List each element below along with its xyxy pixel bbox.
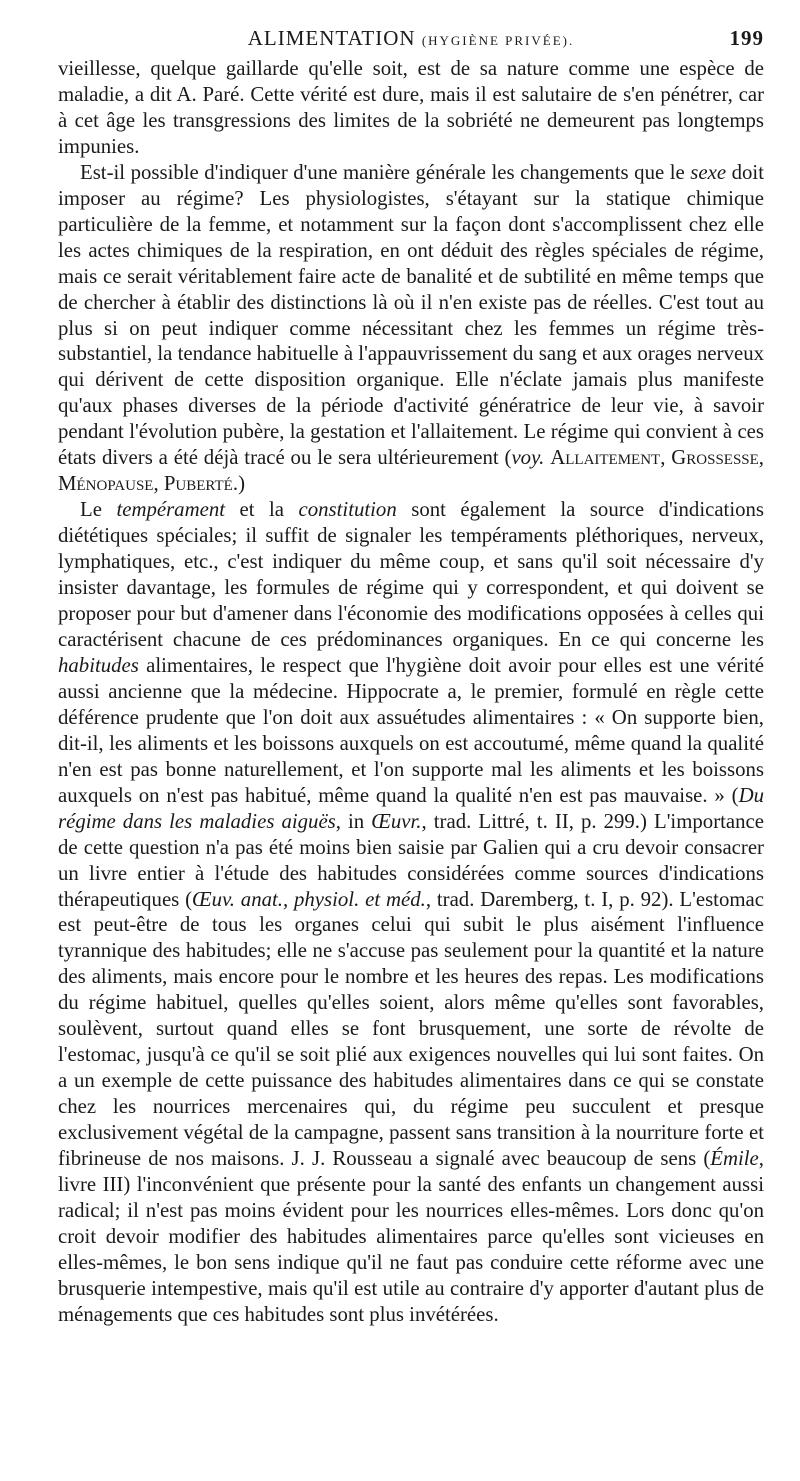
paragraph — [58, 160, 764, 497]
text-run: sont également la source d'indications diététiques spéciales; il suffit de signaler les tempéraments pléthoriques, nerveux, lymphatiques, etc., c'est indiquer du même coup, et sans qu'il soit nécessaire d'y insister davantage, les formules de régime qui y correspondent, et qui doivent se proposer pour but d'amener dans l'économie des modifications opposées à celles qui caractérisent chacune de ces prédominances organiques. En ce qui concerne les — [58, 498, 765, 651]
italic-text: voy. — [511, 446, 545, 470]
text-run: doit imposer au régime? Les physiologistes, s'étayant sur la statique chimique particulière de la femme, et notamment sur la façon dont s'accomplissent chez elle les actes chimiques de la respiration, en ont déduit des règles spéciales de régime, mais ce serait véritablement faire acte de banalité et de subtilité en même temps que de chercher à établir des distinctions là où il n'en existe pas de réelles. C'est tout au plus si on peut indiquer comme nécessitant chez les femmes un régime très-substantiel, la tendance habituelle à l'appauvrissement du sang et aux orages nerveux qui dérivent de cette disposition organique. Elle n'éclate jamais plus manifeste qu'aux phases diverses de la période d'activité génératrice de leur vie, à savoir pendant l'évolution pubère, la gestation et l'allaitement. Le régime qui convient à ces états divers a été déjà tracé ou le sera ultérieurement ( — [58, 160, 764, 470]
italic-text: constitution — [298, 498, 397, 522]
italic-text: Du régime dans les maladies aiguës — [58, 783, 764, 833]
text-run: , livre III) l'inconvénient que présente pour la santé des enfants un changement aussi radical; il n'est pas moins évident pour les nourrices elles-mêmes. Lors donc qu'on croit devoir modifier des habitudes alimentaires parce qu'elles sont vicieuses en elles-mêmes, le bon sens indique qu'il ne faut pas conduire cette réforme avec une brusquerie intempestive, mais qu'il est utile au contraire d'y apporter d'autant plus de ménagements que ces habitudes sont plus invétérées. — [58, 1147, 764, 1326]
text-run: , in — [335, 809, 372, 833]
text-run: Est-il possible d'indiquer d'une manière générale les changements que le — [80, 160, 691, 184]
italic-text: Œuv. anat., physiol. et méd. — [192, 887, 426, 911]
text-run: Le — [80, 498, 117, 522]
paragraph — [58, 497, 764, 1328]
text-run: , trad. Daremberg, t. I, p. 92). L'estomac est peut-être de tous les organes celui qui subit le plus aisément l'influence tyrannique des habitudes; elle ne s'accuse pas seulement pour la quantité et la nature des aliments, mais encore pour le nombre et les heures des repas. Les modifications du régime habituel, quelles qu'elles soient, alors même qu'elles sont favorables, soulèvent, surtout quand elles se font brusquement, une sorte de révolte de l'estomac, jusqu'à ce qu'il se soit plié aux exigences nouvelles qui lui sont faites. On a un exemple de cette puissance des habitudes alimentaires dans ce qui se constate chez les nourrices mercenaires qui, du régime peu succulent et presque exclusivement végétal de la campagne, passent sans transition à la nourriture forte et fibrineuse de nos maisons. J. J. Rousseau a signalé avec beaucoup de sens ( — [58, 887, 764, 1171]
running-title: ALIMENTATION — [247, 26, 416, 50]
text-run: vieillesse, quelque gaillarde qu'elle soit, est de sa nature comme une espèce de maladie, a dit A. Paré. Cette vérité est dure, mais il est salutaire de s'en pénétrer, car à cet âge les transgressions des limites de la sobriété ne demeurent pas longtemps impunies. — [58, 57, 764, 158]
paragraph — [58, 56, 764, 160]
italic-text: sexe — [690, 160, 727, 184]
running-subtitle: (HYGIÈNE PRIVÉE). — [421, 33, 575, 48]
italic-text: Œuvr. — [371, 809, 422, 833]
italic-text: habitudes — [58, 653, 139, 677]
text-run: et la — [225, 498, 299, 522]
text-run: alimentaires, le respect que l'hygiène doit avoir pour elles est une vérité aussi ancienne que la médecine. Hippocrate a, le premier, formulé en règle cette déférence prudente que l'on doit aux assuétudes alimentaires : « On supporte bien, dit-il, les aliments et les boissons auxquels on est accoutumé, même quand la qualité n'en est pas bonne naturellement, et l'on supporte mal les aliments et les boissons auxquels on n'est pas habitué, même quand la qualité n'en est pas mauvaise. » ( — [58, 653, 764, 807]
small-caps-text: Allaitement, Grossesse, Ménopause, Puberté. — [58, 446, 765, 496]
italic-text: tempérament — [116, 498, 226, 522]
page-number: 199 — [729, 26, 764, 50]
running-head — [58, 26, 764, 56]
italic-text: Émile — [710, 1147, 759, 1171]
text-run: , trad. Littré, t. II, p. 299.) L'importance de cette question n'a pas été moins bien saisie par Galien qui a cru devoir consacrer un livre entier à l'étude des habitudes considérées comme sources d'indications thérapeutiques ( — [58, 809, 764, 911]
text-run: ) — [238, 472, 245, 496]
body-text — [58, 56, 764, 1328]
